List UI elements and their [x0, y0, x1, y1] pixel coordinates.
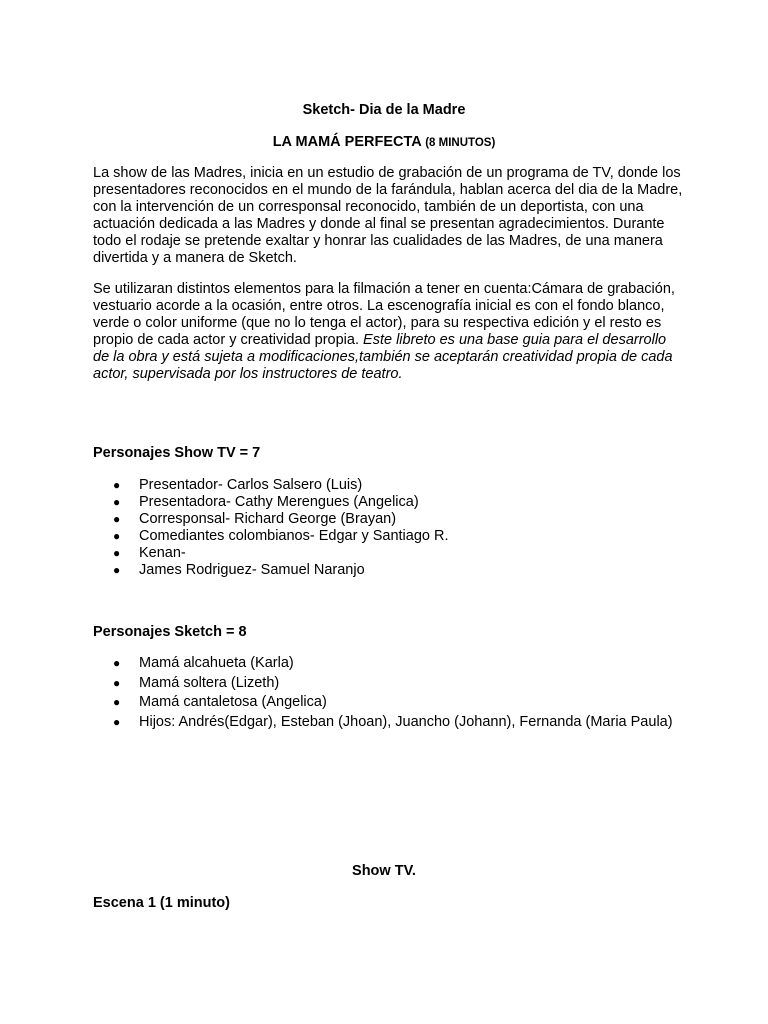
list-item-text: Hijos: Andrés(Edgar), Esteban (Jhoan), Juancho (Johann), Fernanda (Maria Paula) [139, 713, 673, 730]
bullet-icon: ● [113, 529, 121, 543]
intro-paragraph-2-text: Se utilizaran distintos elementos para la filmación a tener en cuenta:Cámara de grabación, vestuario acorde a la ocasión, entre otros. La escenografía inicial es con el fondo blanco, verde o color uniforme (que no lo tenga el actor), para su respectiva edición y el resto es propio de cada actor y creatividad propia. [93, 281, 675, 348]
intro-paragraph-1: La show de las Madres, inicia en un estudio de grabación de un programa de TV, donde los presentadores reconocidos en el mundo de la farándula, hablan acerca del dia de la Madre, con la intervención de un corresponsal reconocido, también de un deportista, con una actuación dedicada a las Madres y donde al final se presentan agradecimientos. Durante todo el rodaje se pretende exaltar y honrar las cualidades de las Madres, de una manera divertida y a manera de Sketch. [93, 165, 683, 266]
list-item-text: Mamá soltera (Lizeth) [139, 674, 280, 691]
bullet-icon: ● [113, 714, 121, 729]
list-item [93, 545, 683, 562]
bullet-icon: ● [113, 495, 121, 509]
section-title: Show TV. [352, 863, 416, 879]
list-item-text: Mamá alcahueta (Karla) [139, 655, 294, 671]
title-main: LA MAMÁ PERFECTA [272, 134, 426, 150]
list-item [93, 562, 683, 579]
list-item [93, 675, 683, 692]
list-item [93, 477, 683, 494]
list-item-text: Corresponsal- Richard George (Brayan) [139, 511, 397, 527]
list-item-text: Presentadora- Cathy Merengues (Angelica) [139, 494, 419, 510]
bullet-icon: ● [113, 512, 121, 526]
list-item [93, 714, 683, 731]
list-item [93, 511, 683, 528]
list-item [93, 528, 683, 545]
sketch-cast-list [93, 655, 683, 733]
list-item-text: James Rodriguez- Samuel Naranjo [139, 562, 365, 578]
intro-paragraph-2-italic-note: Este libreto es una base guia para el desarrollo de la obra y está sujeta a modificaciones,también se aceptarán creatividad propia de cada actor, supervisada por los instructores de teatro. [93, 332, 673, 382]
bullet-icon: ● [113, 563, 121, 577]
bullet-icon: ● [113, 656, 121, 670]
list-item [93, 655, 683, 672]
list-item-text: Mamá cantaletosa (Angelica) [139, 694, 327, 710]
bullet-icon: ● [113, 695, 121, 709]
document-subtitle: Sketch- Dia de la Madre [302, 102, 466, 118]
bullet-icon: ● [113, 675, 121, 690]
list-item-text: Comediantes colombianos- Edgar y Santiago R. [139, 528, 449, 544]
show-cast-heading: Personajes Show TV = 7 [93, 445, 261, 461]
sketch-cast-heading: Personajes Sketch = 8 [93, 624, 247, 640]
intro-paragraph-2 [93, 281, 683, 383]
bullet-icon: ● [113, 546, 121, 560]
scene-heading: Escena 1 (1 minuto) [93, 895, 230, 911]
title-duration-note: (8 MINUTOS) [425, 137, 496, 149]
list-item [93, 494, 683, 511]
show-cast-list [93, 477, 683, 579]
bullet-icon: ● [113, 478, 121, 492]
list-item [93, 694, 683, 711]
document-title [0, 133, 768, 152]
list-item-text: Presentador- Carlos Salsero (Luis) [139, 477, 363, 493]
list-item-text: Kenan- [139, 545, 186, 561]
